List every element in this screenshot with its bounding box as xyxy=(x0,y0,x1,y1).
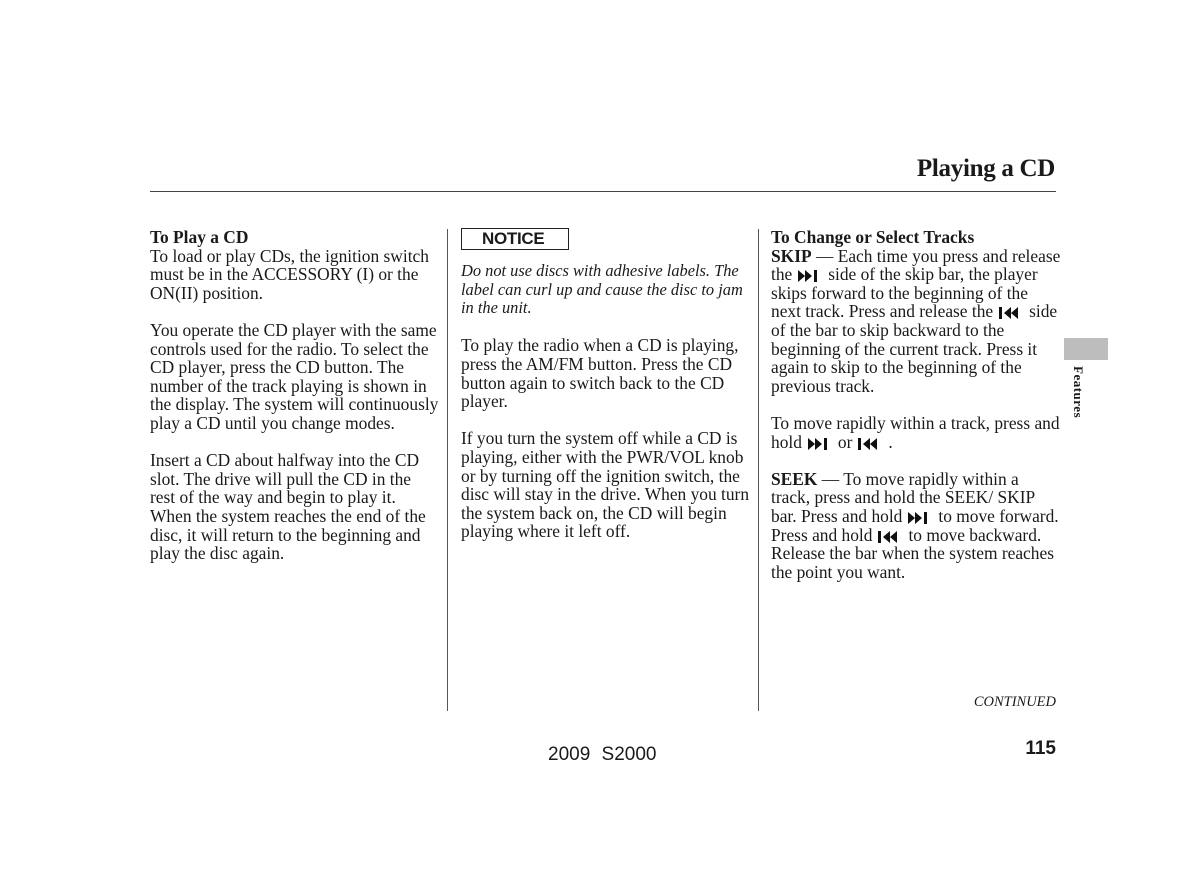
skip-text-1: Each time you press and release the xyxy=(771,245,1061,285)
paragraph-power-off: If you turn the system off while a CD is playing, either with the PWR/VOL knob or by turning off the ignition switch, the disc will stay in the drive. When you turn the system back on, the CD will begin playing where it left off. xyxy=(461,428,750,542)
section-tab-label: Features xyxy=(1071,366,1086,419)
rapid-text-1: To move rapidly within a track, press and hold xyxy=(771,412,1060,452)
skip-text-2: side of the skip bar, the player skips forward to the beginning of the next track. Press and release the xyxy=(771,264,1038,322)
skip-dash: — xyxy=(815,245,834,266)
continued-label: CONTINUED xyxy=(973,694,1056,710)
page-title: Playing a CD xyxy=(916,155,1055,182)
section-tab-marker xyxy=(1064,338,1108,360)
column-3 xyxy=(771,228,1061,600)
skip-backward-icon xyxy=(999,307,1021,319)
skip-text-3: side of the bar to skip backward to the beginning of the current track. Press it again to skip to the beginning of the previous track. xyxy=(771,301,1058,396)
column-divider-1 xyxy=(447,229,448,711)
paragraph-insert: Insert a CD about halfway into the CD slot. The drive will pull the CD in the rest of the way and begin to play it. When the system reaches the end of the disc, it will return to the beginning and play the disc again. xyxy=(150,450,426,564)
column-1 xyxy=(150,228,440,581)
skip-backward-icon xyxy=(878,531,900,543)
skip-label: SKIP xyxy=(771,245,812,266)
section-heading-change-tracks: To Change or Select Tracks xyxy=(771,227,975,247)
paragraph-radio: To play the radio when a CD is playing, press the AM/FM button. Press the CD button again to switch back to the CD player. xyxy=(461,335,739,412)
rapid-text-3: . xyxy=(888,431,893,452)
seek-dash: — xyxy=(821,468,840,489)
page-number: 115 xyxy=(1025,738,1056,759)
column-2 xyxy=(461,228,751,560)
seek-text-2: to move forward. Press and hold xyxy=(771,505,1059,545)
notice-text: Do not use discs with adhesive labels. The label can curl up and cause the disc to jam in the unit. xyxy=(461,261,743,318)
seek-label: SEEK xyxy=(771,468,818,489)
skip-forward-icon xyxy=(908,512,930,524)
header-divider xyxy=(150,191,1056,192)
paragraph-skip xyxy=(771,247,1061,396)
paragraph-seek xyxy=(771,470,1061,582)
seek-text-3: to move backward. Release the bar when the system reaches the point you want. xyxy=(771,524,1054,582)
skip-forward-icon xyxy=(808,438,830,450)
paragraph-operate: You operate the CD player with the same controls used for the radio. To select the CD player, press the CD button. The number of the track playing is shown in the display. The system will continuously play a CD until you change modes. xyxy=(150,319,439,433)
column-divider-2 xyxy=(758,229,759,711)
rapid-text-2: or xyxy=(837,431,853,452)
skip-forward-icon xyxy=(798,270,820,282)
section-heading-play-cd: To Play a CD xyxy=(150,227,249,247)
skip-backward-icon xyxy=(858,438,880,450)
footer-model: 2009 S2000 xyxy=(548,744,657,765)
seek-text-1: To move rapidly within a track, press and hold the SEEK/ SKIP bar. Press and hold xyxy=(771,468,1035,526)
paragraph-rapid xyxy=(771,414,1061,451)
paragraph-load: To load or play CDs, the ignition switch must be in the ACCESSORY (I) or the ON(II) position. xyxy=(150,245,429,303)
notice-box: NOTICE xyxy=(461,228,569,250)
